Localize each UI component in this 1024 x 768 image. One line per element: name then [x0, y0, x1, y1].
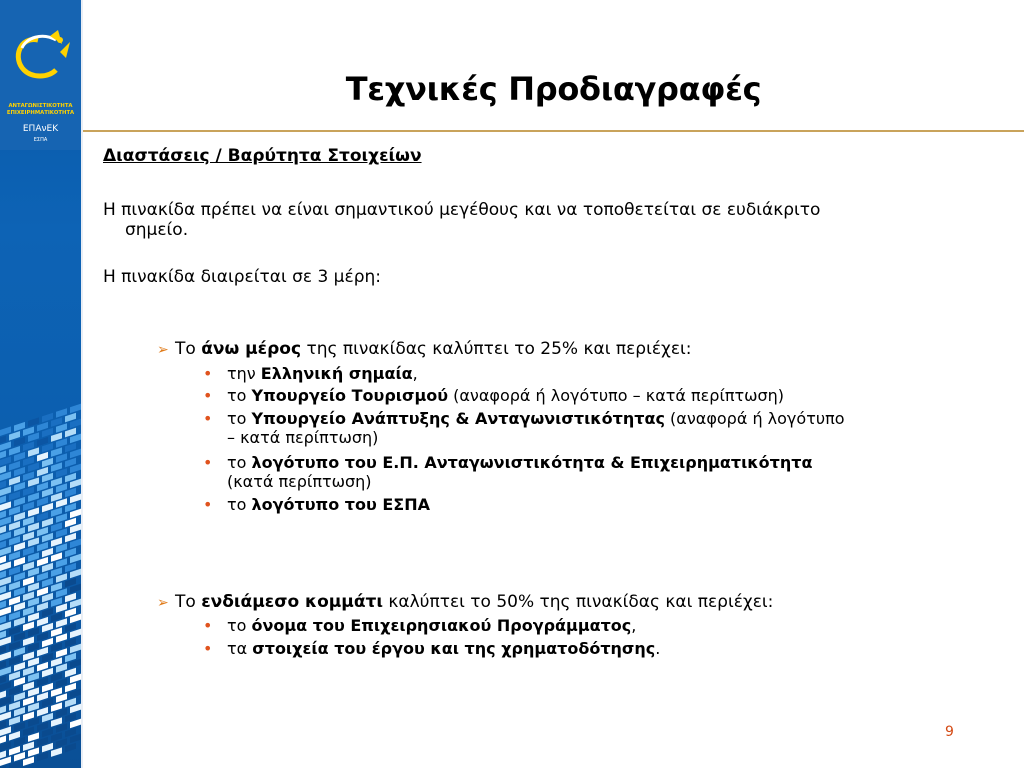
- division-paragraph: Η πινακίδα διαιρείται σε 3 μέρη:: [103, 267, 381, 287]
- bullet-icon: •: [203, 616, 213, 635]
- section-top-part: [157, 339, 692, 360]
- item-bold: Υπουργείο Τουρισμού: [251, 386, 449, 405]
- bullet-icon: •: [203, 639, 213, 658]
- sidebar-tile: [70, 404, 81, 414]
- item-prefix: το: [227, 386, 252, 405]
- section1-suffix: της πινακίδας καλύπτει το 25% και περιέχει:: [301, 339, 692, 359]
- section2-bold: ενδιάμεσο κομμάτι: [201, 592, 383, 612]
- list-item: [203, 495, 430, 514]
- page-number: 9: [945, 724, 954, 740]
- section-heading: Διαστάσεις / Βαρύτητα Στοιχείων: [103, 146, 422, 166]
- item-suffix: (αναφορά ή λογότυπο: [664, 409, 845, 428]
- item-bold: στοιχεία του έργου και της χρηματοδότησης: [252, 639, 656, 658]
- section2-suffix: καλύπτει το 50% της πινακίδας και περιέχει:: [382, 592, 774, 612]
- list-item: [203, 364, 418, 383]
- arrow-bullet-icon: ➢: [157, 595, 169, 611]
- bullet-icon: •: [203, 453, 213, 472]
- bullet-icon: •: [203, 495, 213, 514]
- section-middle-part: [157, 592, 773, 613]
- logo-text-line2: ΕΠΙΧΕΙΡΗΜΑΤΙΚΟΤΗΤΑ: [6, 110, 75, 116]
- list-item: [203, 616, 636, 635]
- list-item: [203, 453, 812, 491]
- arrow-bullet-icon: ➢: [157, 342, 169, 358]
- list-item: [203, 409, 845, 447]
- section1-prefix: Το: [175, 339, 202, 359]
- sidebar-divider: [81, 0, 83, 768]
- item-prefix: το: [227, 409, 252, 428]
- item-prefix: το: [227, 453, 252, 472]
- logo-area: [0, 0, 81, 150]
- item-bold: Ελληνική σημαία: [260, 364, 413, 383]
- item-bold: λογότυπο του Ε.Π. Ανταγωνιστικότητα & Επιχειρηματικότητα: [251, 453, 813, 472]
- slide-title: Τεχνικές Προδιαγραφές: [345, 70, 762, 108]
- item-bold: όνομα του Επιχειρησιακού Προγράμματος: [251, 616, 632, 635]
- intro-line1: Η πινακίδα πρέπει να είναι σημαντικού μεγέθους και να τοποθετείται σε ευδιάκριτο: [103, 200, 821, 220]
- title-divider: [83, 130, 1024, 132]
- intro-paragraph: [103, 200, 820, 240]
- item-continuation: – κατά περίπτωση): [227, 428, 379, 447]
- item-suffix: .: [655, 639, 661, 658]
- item-continuation: (κατά περίπτωση): [227, 472, 372, 491]
- item-bold: Υπουργείο Ανάπτυξης & Ανταγωνιστικότητας: [251, 409, 665, 428]
- logo-text-line3: ΕΠΑνΕΚ: [22, 124, 59, 134]
- section2-prefix: Το: [175, 592, 202, 612]
- item-prefix: το: [227, 495, 252, 514]
- item-bold: λογότυπο του ΕΣΠΑ: [251, 495, 430, 514]
- intro-line2: σημείο.: [125, 220, 189, 240]
- item-prefix: τα: [227, 639, 253, 658]
- item-suffix: ,: [412, 364, 418, 383]
- item-prefix: το: [227, 616, 252, 635]
- item-prefix: την: [227, 364, 261, 383]
- list-item: [203, 386, 784, 405]
- bullet-icon: •: [203, 364, 213, 383]
- item-suffix: ,: [631, 616, 637, 635]
- list-item: [203, 639, 660, 658]
- logo-text-line1: ΑΝΤΑΓΩΝΙΣΤΙΚΟΤΗΤΑ: [8, 103, 73, 109]
- bullet-icon: •: [203, 386, 213, 405]
- bullet-icon: •: [203, 409, 213, 428]
- competitiveness-logo-icon: [0, 0, 81, 100]
- item-suffix: (αναφορά ή λογότυπο – κατά περίπτωση): [448, 386, 785, 405]
- logo-text-line4: ΕΣΠΑ: [33, 137, 48, 143]
- section1-bold: άνω μέρος: [201, 339, 302, 359]
- sidebar-banner: [0, 0, 81, 768]
